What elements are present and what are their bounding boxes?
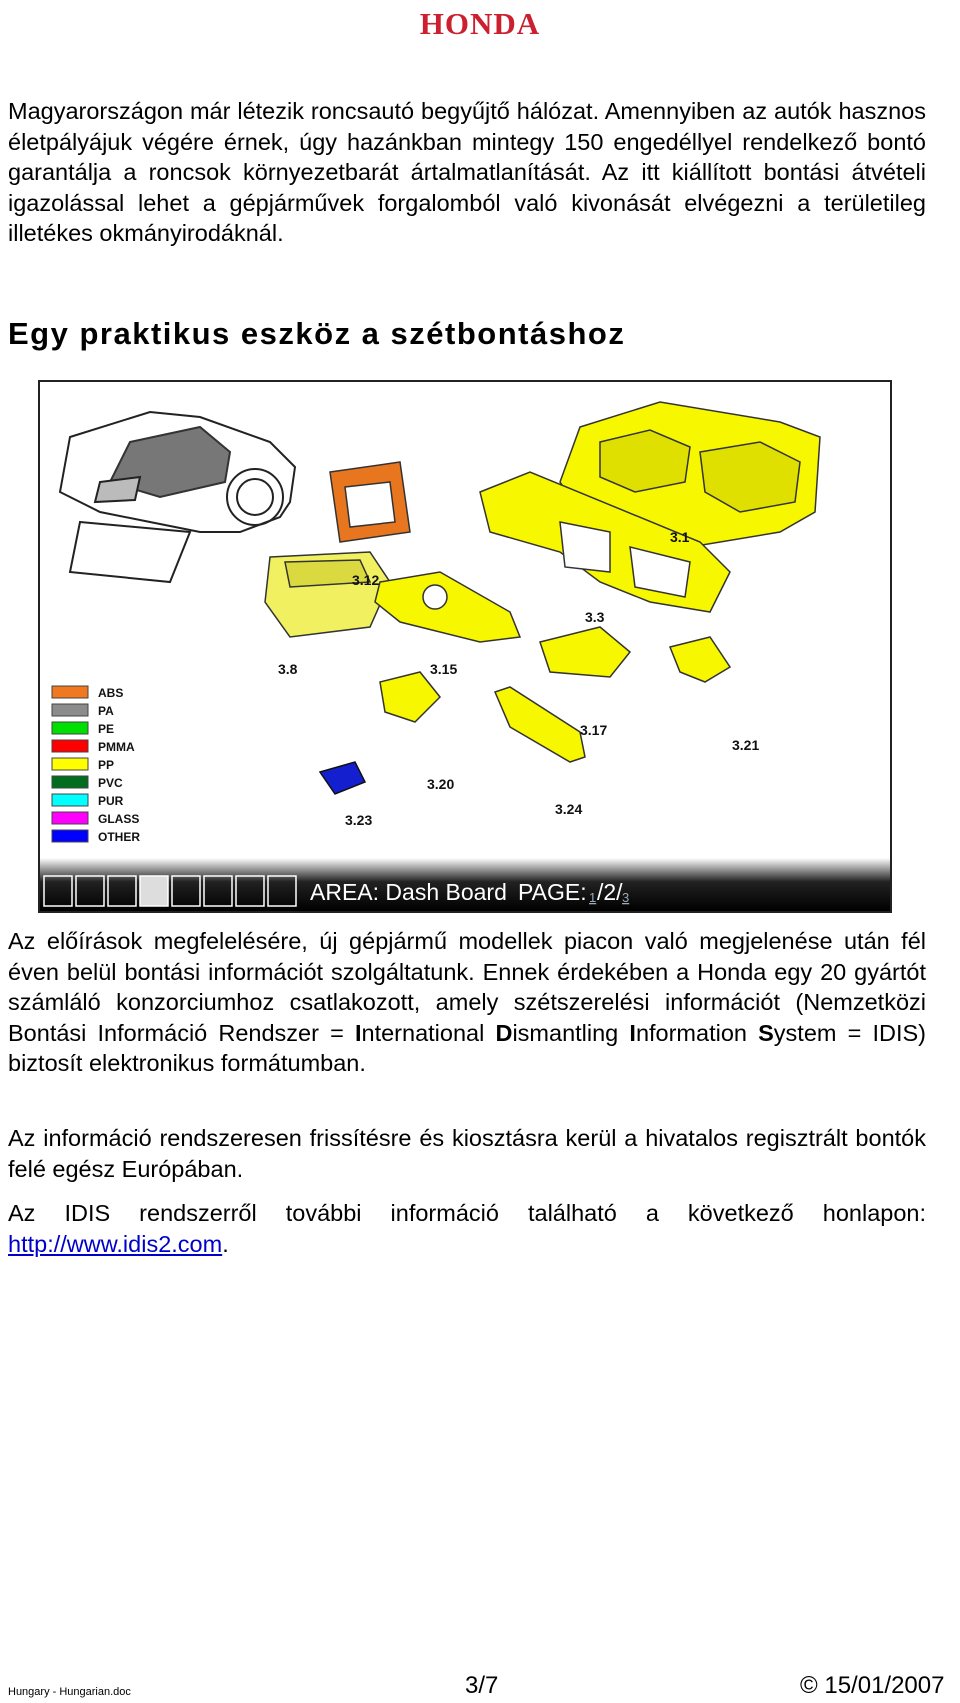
paragraph-text: ismantling — [512, 1019, 630, 1046]
part-label: 3.8 — [278, 661, 298, 677]
legend-swatch — [52, 722, 88, 734]
paragraph-distribution: Az információ rendszeresen frissítésre és kiosztásra kerül a hivatalos regisztrált bontók felé egész Európában. — [8, 1125, 926, 1182]
acronym-letter: I — [354, 1019, 362, 1046]
toolbar-page-label: PAGE: — [518, 879, 587, 905]
legend-label: PE — [98, 722, 115, 736]
legend-label: PMMA — [98, 740, 135, 754]
section-heading: Egy praktikus eszköz a szétbontáshoz — [8, 316, 626, 351]
acronym-letter: D — [495, 1019, 513, 1046]
dashboard-dismantling-figure — [38, 380, 892, 913]
footer-date: © 15/01/2007 — [800, 1672, 945, 1699]
toolbar-area-label: AREA: Dash Board — [310, 879, 507, 905]
intro-paragraph: Magyarországon már létezik roncsautó begyűjtő hálózat. Amennyiben az autók hasznos életpályájuk végére érnek, úgy hazánkban mintegy 150 engedéllyel rendelkező bontó garantálja a roncsok környezetbarát ártalmatlanítását. Az itt kiállított bontási átvételi igazolással lehet a gépjárművek forgalomból való kivonását elvégezni a területileg illetékes okmányirodáknál. — [8, 98, 926, 246]
acronym-letter: I — [629, 1019, 636, 1046]
honda-logo: HONDA — [419, 6, 541, 41]
toolbar-page-current: /2/ — [597, 879, 623, 905]
paragraph-website — [8, 1198, 926, 1259]
footer-page-number: 3/7 — [465, 1672, 499, 1699]
part-label: 3.17 — [580, 722, 608, 738]
idis-link[interactable]: http://www.idis2.com — [8, 1230, 223, 1257]
part-label: 3.20 — [427, 776, 455, 792]
legend-swatch — [52, 812, 88, 824]
part-label: 3.1 — [670, 529, 690, 545]
legend-label: PA — [98, 704, 114, 718]
part-label: 3.21 — [732, 737, 760, 753]
center-console-part — [375, 572, 520, 642]
audio-bezel-part — [330, 462, 410, 542]
legend-swatch — [52, 776, 88, 788]
legend-label: GLASS — [98, 812, 140, 826]
material-legend — [52, 686, 140, 844]
part-label: 3.24 — [555, 801, 583, 817]
legend-label: PVC — [98, 776, 123, 790]
legend-label: OTHER — [98, 830, 140, 844]
acronym-letter: S — [758, 1019, 774, 1046]
legend-label: PP — [98, 758, 115, 772]
paragraph-text: nternational — [361, 1019, 496, 1046]
paragraph-text: ystem = IDIS) biztosít elektronikus formátumban. — [8, 1019, 927, 1076]
legend-label: ABS — [98, 686, 124, 700]
toolbar-page-prev[interactable]: 1 — [589, 890, 597, 905]
legend-swatch — [52, 830, 88, 842]
paragraph-text: nformation — [635, 1019, 759, 1046]
legend-swatch — [52, 794, 88, 806]
part-label: 3.3 — [585, 609, 605, 625]
figure-illustration — [40, 382, 890, 911]
legend-swatch — [52, 686, 88, 698]
toolbar-page-next[interactable]: 3 — [622, 890, 630, 905]
trim-part-320 — [380, 672, 440, 722]
glove-box-part — [265, 552, 390, 637]
clip-part-323 — [320, 762, 365, 794]
legend-swatch — [52, 704, 88, 716]
trim-part-321 — [670, 637, 730, 682]
part-label: 3.12 — [352, 572, 380, 588]
paragraph-text: . — [222, 1230, 229, 1257]
legend-swatch — [52, 740, 88, 752]
footer-filename: Hungary - Hungarian.doc — [8, 1686, 131, 1698]
part-label: 3.23 — [345, 812, 373, 828]
legend-swatch — [52, 758, 88, 770]
trim-part-317 — [540, 627, 630, 677]
paragraph-idis-intro — [8, 926, 926, 1079]
car-outline-drawing — [60, 412, 295, 582]
paragraph-text: Az előírások megfelelésére, új gépjármű modellek piacon való megjelenése után fél éven belül bontási információt szolgáltatunk. Ennek érdekében a Honda egy 20 gyártót számláló konzorciumhoz csatlakozott, amely szétszerelési információt (Nemzetközi Bontási Információ Rendszer = — [8, 928, 926, 1046]
toolbar-icon-button — [140, 876, 168, 906]
legend-label: PUR — [98, 794, 124, 808]
paragraph-text: Az IDIS rendszerről további információ található a következő honlapon: — [8, 1200, 926, 1226]
trim-part-324 — [495, 687, 585, 762]
part-label: 3.15 — [430, 661, 458, 677]
